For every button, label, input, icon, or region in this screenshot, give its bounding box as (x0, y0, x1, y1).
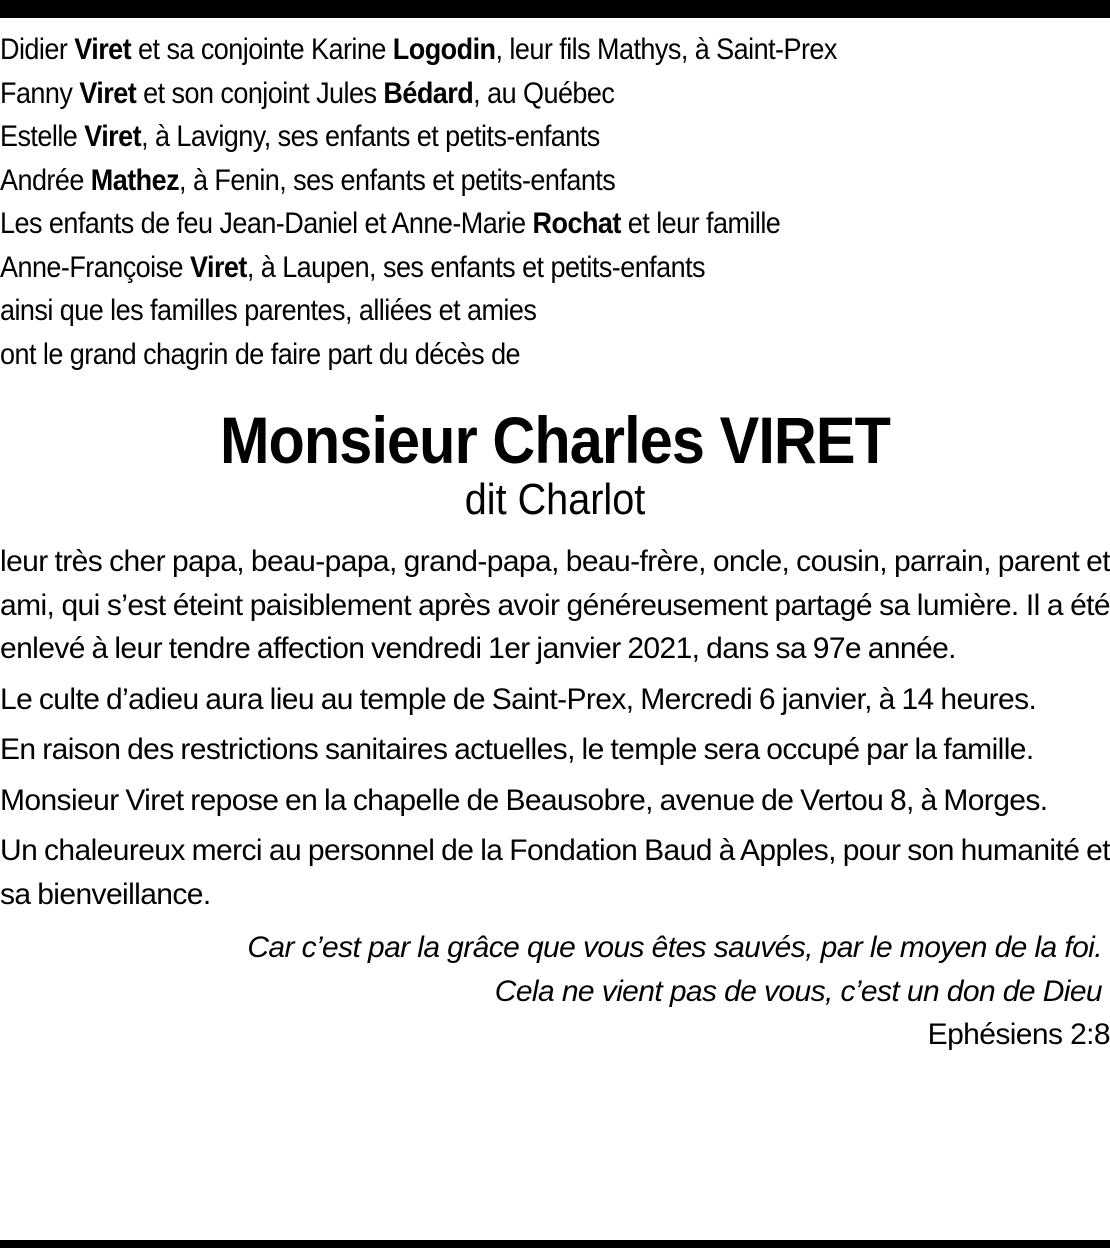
verse-line: Cela ne vient pas de vous, c’est un don de Dieu (494, 974, 1102, 1008)
family-line (0, 115, 999, 159)
text-segment: Fanny (0, 76, 80, 110)
top-rule (0, 0, 1110, 18)
family-line (0, 72, 999, 116)
text-segment: , leur fils Mathys, à Saint-Prex (495, 33, 837, 66)
family-line (0, 28, 999, 72)
text-segment: ainsi que les familles parentes, alliées et amies (0, 294, 537, 327)
verse-reference: Ephésiens 2:8 (927, 1018, 1110, 1051)
surname: Viret (84, 120, 142, 153)
notice-paragraph: Monsieur Viret repose en la chapelle de Beausobre, avenue de Vertou 8, à Morges. (0, 783, 1048, 817)
notice-paragraph: Le culte d’adieu aura lieu au temple de Saint-Prex, Mercredi 6 janvier, à 14 heures. (0, 682, 1037, 716)
text-segment: , au Québec (473, 76, 615, 110)
text-segment: et son conjoint Jules (136, 76, 384, 110)
family-list (0, 28, 1110, 376)
deceased-name: Monsieur Charles VIRET (219, 403, 891, 477)
deceased-nickname: dit Charlot (464, 475, 646, 524)
death-notice (0, 28, 1110, 1057)
family-line (0, 159, 999, 203)
text-segment: Anne-Françoise (0, 250, 190, 284)
text-segment: Didier (0, 33, 75, 66)
notice-paragraph: leur très cher papa, beau-papa, grand-papa, beau-frère, oncle, cousin, parrain, parent et ami, qui s’est éteint paisiblement après avoir généreusement partagé sa lumière. Il a été enlevé à leur tendre affection vendredi 1er janvier 2021, dans sa 97e année. (0, 545, 1110, 665)
bible-verse (0, 926, 1110, 1013)
text-segment: et sa conjointe Karine (131, 33, 393, 66)
bottom-rule (0, 1240, 1110, 1248)
surname: Rochat (532, 207, 621, 240)
text-segment: et leur famille (620, 207, 781, 240)
text-segment: , à Fenin, ses enfants et petits-enfants (179, 163, 616, 197)
surname: Logodin (392, 33, 496, 66)
text-segment: Estelle (0, 120, 85, 153)
text-segment: , à Laupen, ses enfants et petits-enfants (246, 250, 706, 284)
verse-line: Car c’est par la grâce que vous êtes sauvés, par le moyen de la foi. (247, 931, 1102, 964)
surname: Viret (79, 76, 137, 110)
surname: Mathez (90, 163, 180, 197)
family-line (0, 202, 999, 246)
text-segment: Andrée (0, 163, 91, 197)
family-line (0, 289, 999, 333)
notice-paragraph: En raison des restrictions sanitaires actuelles, le temple sera occupé par la famille. (0, 733, 1034, 766)
surname: Viret (189, 250, 247, 284)
notice-paragraph: Un chaleureux merci au personnel de la Fondation Baud à Apples, pour son humanité et sa bienveillance. (0, 834, 1110, 911)
text-segment: , à Lavigny, ses enfants et petits-enfants (141, 120, 600, 153)
family-line (0, 246, 999, 290)
family-line (0, 333, 999, 377)
surname: Viret (74, 33, 132, 66)
surname: Bédard (383, 76, 474, 110)
text-segment: Les enfants de feu Jean-Daniel et Anne-Marie (0, 207, 533, 240)
text-segment: ont le grand chagrin de faire part du décès de (0, 337, 521, 371)
